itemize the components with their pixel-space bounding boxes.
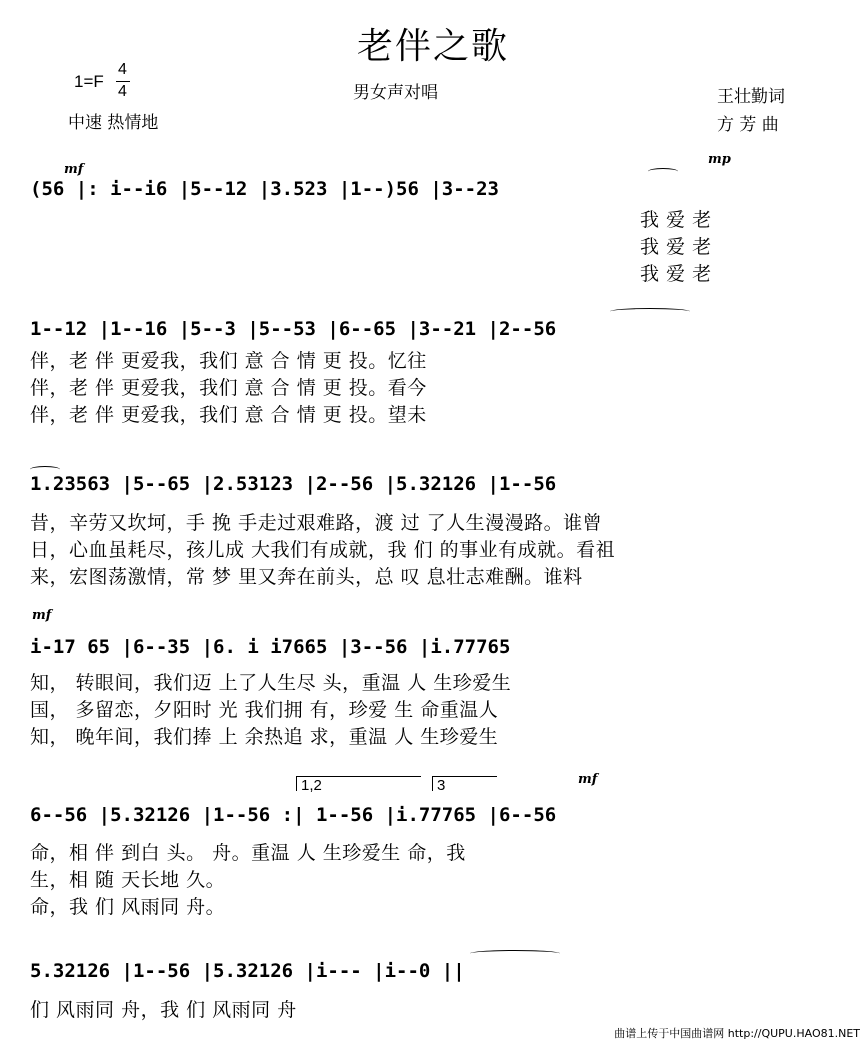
key-signature: 1=F: [74, 72, 104, 91]
lyrics-verse-1: 知， 转眼间，我们迈 上了人生尽 头，重温 人 生珍爱生: [30, 672, 512, 694]
song-title: 老伴之歌: [356, 26, 509, 67]
lyrics-verse-2: 我 爱 老: [640, 236, 712, 258]
notation-line: 1.23563 |5--65 |2.53123 |2--56 |5.32126 |1--56: [30, 473, 557, 495]
lyrics-verse-3: 伴，老 伴 更爱我，我们 意 合 情 更 投。望未: [30, 404, 427, 426]
notation-line: 5.32126 |1--56 |5.32126 |i--- |i--0 ||: [30, 960, 465, 982]
lyricist-credit: 王壮勤词: [717, 87, 785, 107]
lyrics-verse-3: 我 爱 老: [640, 263, 712, 285]
lyrics-verse-2: 伴，老 伴 更爱我，我们 意 合 情 更 投。看今: [30, 377, 427, 399]
lyrics-verse-3: 命，我 们 风雨同 舟。: [30, 896, 226, 918]
dynamic-mark: mf: [578, 772, 598, 787]
lyrics-verse-1: 命，相 伴 到白 头。 舟。重温 人 生珍爱生 命，我: [30, 842, 466, 864]
slur: [30, 466, 60, 473]
lyrics-verse-2: 国， 多留恋，夕阳时 光 我们拥 有，珍爱 生 命重温人: [30, 699, 499, 721]
time-signature-line: [116, 81, 130, 82]
slur: [648, 168, 678, 175]
lyrics-verse-2: 生，相 随 天长地 久。: [30, 869, 226, 891]
time-signature-numerator: 4: [118, 61, 127, 78]
slur: [610, 308, 690, 315]
volta-bracket-1: 1,2: [296, 776, 421, 791]
dynamic-mark: mf: [32, 608, 52, 623]
notation-line: 6--56 |5.32126 |1--56 :| 1--56 |i.77765 |6--56: [30, 804, 557, 826]
lyrics-verse-1: 们 风雨同 舟，我 们 风雨同 舟: [30, 999, 297, 1021]
notation-line: (56 |: i--i6 |5--12 |3.523 |1--)56 |3--23: [30, 178, 499, 200]
dynamic-mark: mp: [708, 152, 731, 167]
time-signature-denominator: 4: [118, 83, 127, 100]
lyrics-verse-3: 知， 晚年间，我们捧 上 余热追 求，重温 人 生珍爱生: [30, 726, 499, 748]
lyrics-verse-1: 伴，老 伴 更爱我，我们 意 合 情 更 投。忆往: [30, 350, 427, 372]
dynamic-mark: mf: [64, 162, 84, 177]
slur: [470, 950, 560, 957]
volta-bracket-2: 3: [432, 776, 497, 791]
subtitle: 男女声对唱: [353, 83, 438, 103]
tempo-marking: 中速 热情地: [68, 113, 159, 133]
notation-line: 1--12 |1--16 |5--3 |5--53 |6--65 |3--21 |2--56: [30, 318, 557, 340]
footer-watermark: 曲谱上传于中国曲谱网 http://QUPU.HAO81.NET: [614, 1027, 860, 1040]
lyrics-verse-1: 我 爱 老: [640, 209, 712, 231]
lyrics-verse-1: 昔，辛劳又坎坷，手 挽 手走过艰难路，渡 过 了人生漫漫路。谁曾: [30, 512, 603, 534]
lyrics-verse-2: 日，心血虽耗尽，孩儿成 大我们有成就，我 们 的事业有成就。看祖: [30, 539, 616, 561]
lyrics-verse-3: 来，宏图荡激情，常 梦 里又奔在前头，总 叹 息壮志难酬。谁料: [30, 566, 583, 588]
composer-credit: 方 芳 曲: [717, 115, 779, 135]
notation-line: i-17 65 |6--35 |6. i i7665 |3--56 |i.77765: [30, 636, 511, 658]
